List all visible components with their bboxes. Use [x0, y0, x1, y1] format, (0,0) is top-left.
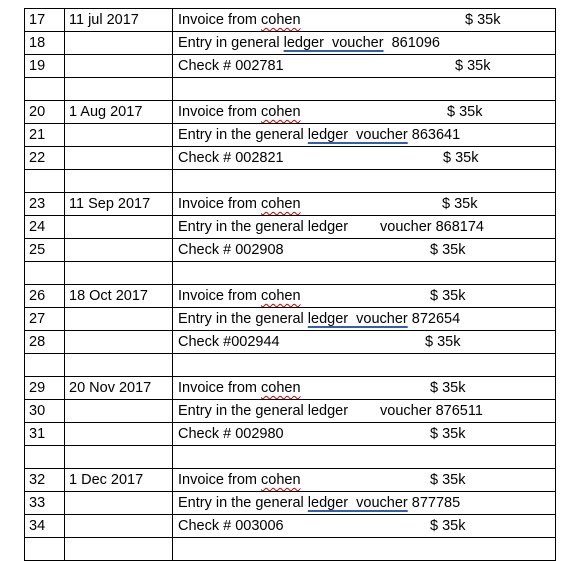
row-description	[173, 55, 556, 78]
amount: $ 35k	[425, 334, 461, 350]
desc-text: Entry in the general ledger	[178, 403, 349, 419]
row-description	[173, 285, 556, 308]
row-number: 25	[25, 239, 65, 262]
row-number: 20	[25, 101, 65, 124]
amount: $ 35k	[465, 12, 501, 28]
vendor-name: cohen	[261, 288, 301, 304]
row-date	[65, 239, 173, 262]
row-description	[173, 216, 556, 239]
row-number: 31	[25, 423, 65, 446]
row-date: 18 Oct 2017	[65, 285, 173, 308]
amount: $ 35k	[430, 242, 466, 258]
desc-text: Check # 002781	[178, 58, 284, 74]
vendor-name: cohen	[261, 104, 301, 120]
row-number: 19	[25, 55, 65, 78]
desc-text: Invoice from	[178, 12, 261, 28]
desc-text: Invoice from	[178, 196, 261, 212]
row-description	[173, 515, 556, 538]
row-date	[65, 423, 173, 446]
row-number: 18	[25, 32, 65, 55]
desc-text: Check # 002908	[178, 242, 284, 258]
row-number: 26	[25, 285, 65, 308]
amount: $ 35k	[430, 518, 466, 534]
vendor-name: cohen	[261, 380, 301, 396]
voucher-text: voucher 868174	[380, 219, 484, 235]
vendor-name: cohen	[261, 472, 301, 488]
row-description	[173, 101, 556, 124]
row-description	[173, 308, 556, 331]
spacer-row	[25, 262, 556, 285]
row-description	[173, 492, 556, 515]
table-row	[25, 101, 556, 124]
row-description	[173, 147, 556, 170]
table-row	[25, 124, 556, 147]
row-date	[65, 515, 173, 538]
row-number: 23	[25, 193, 65, 216]
desc-text: Invoice from	[178, 472, 261, 488]
table-row	[25, 423, 556, 446]
table-row	[25, 492, 556, 515]
row-number: 24	[25, 216, 65, 239]
desc-text: Check # 003006	[178, 518, 284, 534]
amount: $ 35k	[442, 196, 478, 212]
row-number: 17	[25, 9, 65, 32]
row-description	[173, 193, 556, 216]
spacer-row	[25, 538, 556, 561]
table-row	[25, 515, 556, 538]
row-description	[173, 32, 556, 55]
desc-text: Check #002944	[178, 334, 280, 350]
row-date	[65, 32, 173, 55]
row-date	[65, 331, 173, 354]
ledger-voucher-text: ledger voucher	[283, 35, 384, 51]
row-number: 32	[25, 469, 65, 492]
table-row	[25, 469, 556, 492]
row-number: 28	[25, 331, 65, 354]
row-date	[65, 147, 173, 170]
row-number: 22	[25, 147, 65, 170]
ledger-voucher-text: ledger voucher	[307, 495, 408, 511]
spacer-row	[25, 78, 556, 101]
amount: $ 35k	[430, 472, 466, 488]
row-date	[65, 400, 173, 423]
row-date	[65, 55, 173, 78]
row-description	[173, 239, 556, 262]
row-number: 34	[25, 515, 65, 538]
ledger-voucher-text: ledger voucher	[307, 311, 408, 327]
table-row	[25, 308, 556, 331]
row-date	[65, 308, 173, 331]
amount: $ 35k	[430, 426, 466, 442]
row-date	[65, 216, 173, 239]
table-row	[25, 55, 556, 78]
desc-text: Invoice from	[178, 380, 261, 396]
table-row	[25, 377, 556, 400]
table-row	[25, 331, 556, 354]
row-date	[65, 492, 173, 515]
amount: $ 35k	[447, 104, 483, 120]
desc-text: Invoice from	[178, 288, 261, 304]
row-description	[173, 377, 556, 400]
desc-text: Check # 002821	[178, 150, 284, 166]
row-description	[173, 423, 556, 446]
table-row	[25, 285, 556, 308]
amount: $ 35k	[455, 58, 491, 74]
table-row	[25, 32, 556, 55]
row-number: 33	[25, 492, 65, 515]
ledger-voucher-text: ledger voucher	[307, 127, 408, 143]
table-row	[25, 9, 556, 32]
vendor-name: cohen	[261, 196, 301, 212]
desc-text: Entry in the general	[178, 495, 308, 511]
table-row	[25, 193, 556, 216]
ledger-table	[24, 8, 556, 561]
desc-text: Entry in the general	[178, 127, 308, 143]
row-description	[173, 469, 556, 492]
amount: $ 35k	[430, 288, 466, 304]
amount: $ 35k	[430, 380, 466, 396]
voucher-number: 872654	[407, 311, 461, 327]
desc-text: Entry in the general	[178, 311, 308, 327]
desc-text: Entry in general	[178, 35, 284, 51]
voucher-number: 877785	[407, 495, 461, 511]
amount: $ 35k	[443, 150, 479, 166]
desc-text: Entry in the general ledger	[178, 219, 349, 235]
voucher-number: 861096	[383, 35, 440, 51]
row-number: 21	[25, 124, 65, 147]
row-date: 11 Sep 2017	[65, 193, 173, 216]
row-number: 27	[25, 308, 65, 331]
spacer-row	[25, 354, 556, 377]
row-description	[173, 124, 556, 147]
row-description	[173, 400, 556, 423]
vendor-name: cohen	[261, 12, 301, 28]
row-description	[173, 9, 556, 32]
table-row	[25, 239, 556, 262]
row-date: 1 Aug 2017	[65, 101, 173, 124]
table-row	[25, 147, 556, 170]
row-date	[65, 124, 173, 147]
row-number: 30	[25, 400, 65, 423]
spacer-row	[25, 446, 556, 469]
desc-text: Check # 002980	[178, 426, 284, 442]
date-text: 11 jul 2017	[69, 12, 139, 28]
table-row	[25, 216, 556, 239]
voucher-text: voucher 876511	[380, 403, 483, 419]
voucher-number: 863641	[407, 127, 461, 143]
table-row	[25, 400, 556, 423]
row-date: 1 Dec 2017	[65, 469, 173, 492]
desc-text: Invoice from	[178, 104, 261, 120]
spacer-row	[25, 170, 556, 193]
row-description	[173, 331, 556, 354]
row-date: 20 Nov 2017	[65, 377, 173, 400]
row-number: 29	[25, 377, 65, 400]
row-date	[65, 9, 173, 32]
